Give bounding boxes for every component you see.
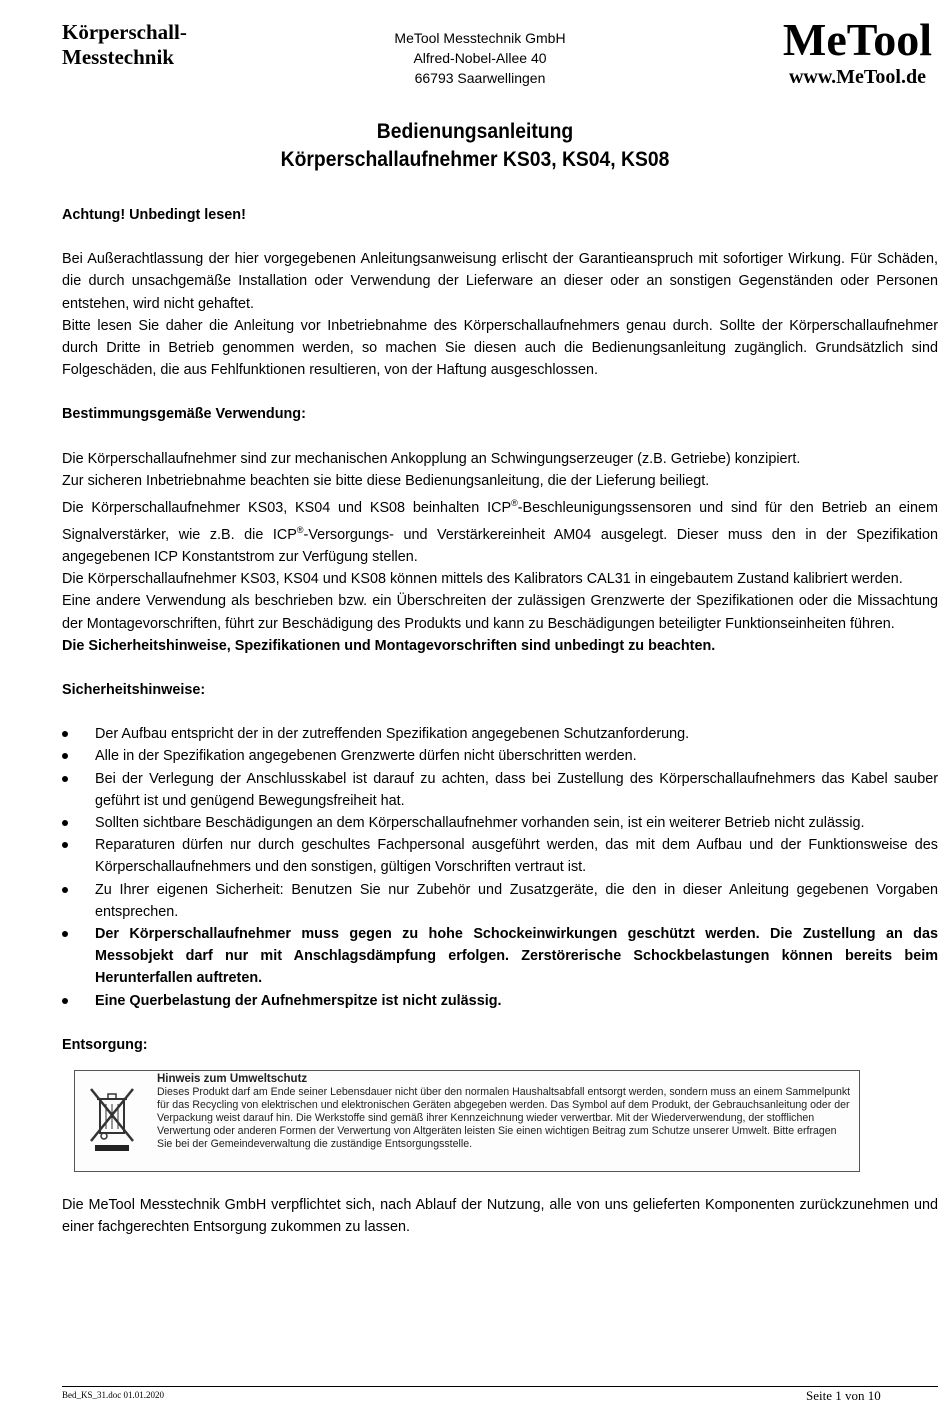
attention-paragraph-2: Bitte lesen Sie daher die Anleitung vor Inbetriebnahme des Körperschallaufnehmers genau durch. Sollte der Körperschallaufnehmer durch Dritte in Betrieb genommen werden, so machen Sie diesen auch die Bedienungsanleitung zugänglich. Grundsätzlich sind Folgeschäden, die aus Fehlfunktionen resultieren, von der Haftung ausgeschlossen. [62, 317, 938, 379]
disposal-heading: Entsorgung: [62, 1036, 148, 1053]
bullet-icon [62, 887, 68, 893]
bullet-icon [62, 931, 68, 937]
bullet-icon [62, 842, 68, 848]
document-title [38, 118, 912, 174]
document-title-line2: Körperschallaufnehmer KS03, KS04, KS08 [280, 148, 670, 171]
header-left [62, 20, 187, 70]
safety-list [62, 723, 938, 1012]
list-item: Zu Ihrer eigenen Sicherheit: Benutzen Sie nur Zubehör und Zusatzgeräte, die den in dieser Anleitung gegebenen Vorgaben entsprechen. [62, 879, 938, 923]
environment-notice-text [157, 1073, 853, 1151]
usage-paragraph-4: Die Körperschallaufnehmer KS03, KS04 und KS08 können mittels des Kalibrators CAL31 in eingebautem Zustand kalibriert werden. [62, 571, 903, 588]
crossed-bin-icon [89, 1087, 135, 1153]
company-logo-block [783, 14, 932, 88]
header-left-line1: Körperschall- [62, 20, 187, 44]
list-item: Bei der Verlegung der Anschlusskabel ist darauf zu achten, dass bei Zustellung des Körperschallaufnehmers das Kabel sauber geführt ist und genügend Bewegungsfreiheit hat. [62, 768, 938, 812]
list-item: Sollten sichtbare Beschädigungen an dem Körperschallaufnehmer vorhanden sein, ist ein weiterer Betrieb nicht zulässig. [62, 812, 938, 834]
attention-heading: Achtung! Unbedingt lesen! [62, 207, 246, 223]
usage-paragraph-6: Die Sicherheitshinweise, Spezifikationen und Montagevorschriften sind unbedingt zu beachten. [62, 637, 716, 654]
bullet-icon [62, 753, 68, 759]
environment-notice-box [74, 1070, 860, 1172]
company-logo: MeTool [782, 14, 932, 65]
list-item: Eine Querbelastung der Aufnehmerspitze ist nicht zulässig. [62, 990, 938, 1012]
usage-p3-part-c: -Versorgungs- und Verstärkereinheit AM04 ausgelegt. Dieser muss den in der Spezifikation angegebenen ICP Konstantstrom zur Verfügung stellen. [62, 526, 939, 566]
usage-paragraph-3 [62, 492, 938, 568]
list-item: Alle in der Spezifikation angegebenen Grenzwerte dürfen nicht überschritten werden. [62, 745, 938, 767]
company-city: 66793 Saarwellingen [414, 70, 546, 86]
footer-filename: Bed_KS_31.doc 01.01.2020 [62, 1390, 164, 1400]
usage-heading: Bestimmungsgemäße Verwendung: [62, 406, 306, 423]
bullet-icon [62, 998, 68, 1004]
footer-page-number: Seite 1 von 10 [806, 1388, 881, 1403]
document-title-line1: Bedienungsanleitung [376, 120, 574, 143]
footer-divider [62, 1386, 938, 1387]
registered-mark-2: ® [296, 525, 304, 536]
list-item: Der Körperschallaufnehmer muss gegen zu hohe Schockeinwirkungen geschützt werden. Die Zustellung an das Messobjekt darf nur mit Anschlagsdämpfung erfolgen. Zerstörerische Schockbelastungen können bereits beim Herunterfallen auftreten. [62, 923, 938, 990]
attention-paragraph-1: Bei Außerachtlassung der hier vorgegebenen Anleitungsanweisung erlischt der Garantieanspruch mit sofortiger Wirkung. Für Schäden, die durch unsachgemäße Installation oder Verwendung der Lieferware an dieser oder an sonstigen Gegenständen oder Personen entstehen, wird nicht gehaftet. [62, 251, 938, 312]
usage-p3-part-a: Die Körperschallaufnehmer KS03, KS04 und KS08 beinhalten ICP [62, 499, 512, 516]
safety-heading: Sicherheitshinweise: [62, 682, 206, 699]
company-street: Alfred-Nobel-Allee 40 [413, 50, 547, 66]
list-item: Reparaturen dürfen nur durch geschultes Fachpersonal ausgeführt werden, das mit dem Aufbau und der Funktionsweise des Körperschallaufnehmers und den sonstigen, gültigen Vorschriften vertraut ist. [62, 834, 938, 878]
header-left-line2: Messtechnik [62, 45, 174, 69]
usage-paragraph-5: Eine andere Verwendung als beschrieben bzw. ein Überschreiten der zulässigen Grenzwerte der Spezifikationen oder die Missachtung der Montagevorschriften, führt zur Beschädigung des Produkts und kann zu Beschädigungen beteiligter Funktionseinheiten führen. [62, 593, 938, 632]
usage-paragraph-1: Die Körperschallaufnehmer sind zur mechanischen Ankopplung an Schwingungserzeuger (z.B. Getriebe) konzipiert. [62, 450, 801, 467]
environment-notice-body: Dieses Produkt darf am Ende seiner Lebensdauer nicht über den normalen Haushaltsabfall entsorgt werden, sondern muss an einem Sammelpunkt für das Recycling von elektrischen und elektronischen Geräten abgegeben werden. Das Symbol auf dem Produkt, der Gebrauchsanleitung oder der Verpackung weist darauf hin. Die Werkstoffe sind gemäß ihrer Kennzeichnung wieder verwertbar. Mit der Wiederverwendung, der stofflichen Verwertung oder anderen Formen der Verwertung von Altgeräten leisten Sie einen wichtigen Beitrag zum Schutze unserer Umwelt. Bitte erfragen Sie bei der Gemeindeverwaltung die zuständige Entsorgungsstelle. [157, 1086, 851, 1151]
environment-notice-heading: Hinweis zum Umweltschutz [157, 1073, 308, 1086]
usage-p3-part-b: -Beschleunigungssensoren und sind für den Betrieb an einem Signalverstärker, wie z.B. die ICP [62, 499, 938, 543]
disposal-closing: Die MeTool Messtechnik GmbH verpflichtet sich, nach Ablauf der Nutzung, alle von uns gelieferten Komponenten zurückzunehmen und einer fachgerechten Entsorgung zukommen zu lassen. [62, 1197, 938, 1236]
usage-paragraph-2: Zur sicheren Inbetriebnahme beachten sie bitte diese Bedienungsanleitung, die der Lieferung beiliegt. [62, 472, 710, 489]
bullet-icon [62, 776, 68, 782]
bullet-icon [62, 731, 68, 737]
registered-mark: ® [511, 498, 518, 509]
company-address [330, 28, 630, 88]
company-url: www.MeTool.de [788, 66, 926, 88]
company-name: MeTool Messtechnik GmbH [394, 30, 566, 46]
document-body [62, 204, 938, 1239]
list-item: Der Aufbau entspricht der in der zutreffenden Spezifikation angegebenen Schutzanforderung. [62, 723, 938, 745]
bullet-icon [62, 820, 68, 826]
